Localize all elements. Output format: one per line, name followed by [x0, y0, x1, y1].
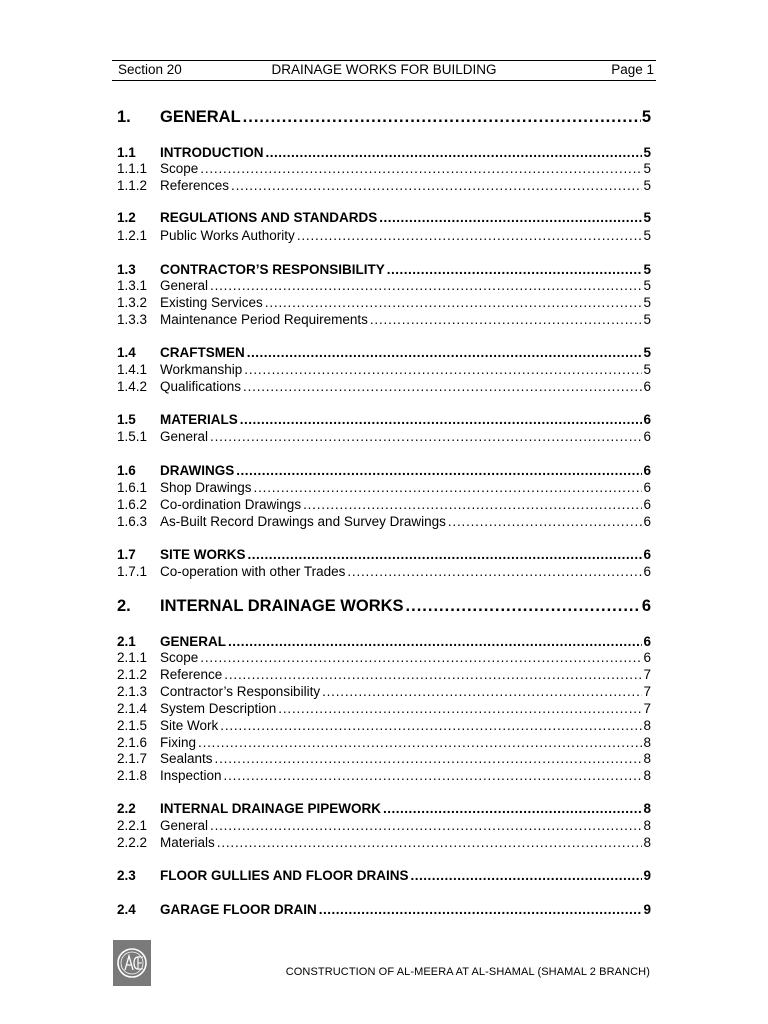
toc-subsection-entry [117, 480, 651, 497]
toc-entry-title: Scope [160, 161, 199, 176]
toc-entry-number: 2.1.5 [117, 718, 148, 733]
toc-subsection-entry [117, 735, 651, 752]
toc-entry-page: 5 [643, 210, 651, 225]
toc-entry-number: 1.7 [117, 547, 136, 562]
toc-dot-leader [231, 178, 642, 193]
toc-entry-page: 8 [643, 801, 651, 816]
toc-entry-page: 5 [643, 228, 651, 243]
toc-entry-page: 6 [643, 379, 651, 394]
toc-entry-title: References [160, 178, 230, 193]
toc-entry-page: 6 [643, 514, 651, 529]
page-header [112, 60, 656, 81]
toc-dot-leader [200, 161, 642, 176]
toc-dot-leader [217, 835, 643, 850]
toc-dot-leader [370, 312, 643, 327]
toc-entry-page: 5 [643, 278, 651, 293]
toc-section-entry [117, 634, 651, 651]
toc-section-entry [117, 345, 651, 362]
toc-entry-number: 1. [117, 108, 131, 126]
toc-subsection-entry [117, 429, 651, 446]
toc-entry-page: 6 [643, 497, 651, 512]
toc-entry-page: 8 [643, 735, 651, 750]
toc-entry-number: 1.3.1 [117, 278, 148, 293]
toc-dot-leader [243, 108, 641, 127]
toc-entry-page: 5 [643, 345, 651, 360]
toc-subsection-entry [117, 497, 651, 514]
toc-entry-page: 6 [643, 429, 651, 444]
toc-entry-number: 2.1.7 [117, 751, 148, 766]
toc-entry-title: General [160, 278, 209, 293]
toc-dot-leader [303, 497, 642, 512]
toc-dot-leader [322, 684, 642, 699]
toc-subsection-entry [117, 161, 651, 178]
toc-entry-page: 7 [643, 701, 651, 716]
toc-entry-title: INTERNAL DRAINAGE WORKS [160, 597, 404, 615]
toc-entry-page: 5 [643, 161, 651, 176]
toc-entry-title: Site Work [160, 718, 219, 733]
toc-entry-title: MATERIALS [160, 412, 238, 427]
toc-entry-page: 8 [643, 768, 651, 783]
toc-dot-leader [297, 228, 643, 243]
toc-entry-page: 6 [643, 412, 651, 427]
toc-section-entry [117, 801, 651, 818]
toc-entry-number: 2.4 [117, 902, 136, 917]
toc-entry-number: 1.3.2 [117, 295, 148, 310]
toc-dot-leader [347, 564, 642, 579]
toc-dot-leader [243, 379, 642, 394]
toc-entry-page: 6 [643, 480, 651, 495]
toc-entry-title: As-Built Record Drawings and Survey Drawings [160, 514, 446, 529]
toc-entry-number: 1.6.1 [117, 480, 148, 495]
toc-entry-number: 2.2.1 [117, 818, 148, 833]
toc-entry-title: General [160, 429, 209, 444]
toc-entry-page: 8 [643, 818, 651, 833]
toc-subsection-entry [117, 684, 651, 701]
toc-dot-leader [215, 751, 643, 766]
toc-entry-number: 2.1.1 [117, 650, 148, 665]
toc-entry-page: 5 [643, 312, 651, 327]
toc-entry-page: 5 [643, 262, 651, 277]
toc-entry-title: CONTRACTOR’S RESPONSIBILITY [160, 262, 385, 277]
toc-entry-title: Reference [160, 667, 223, 682]
toc-entry-number: 2.1.3 [117, 684, 148, 699]
toc-section-entry [117, 145, 651, 162]
toc-section-entry [117, 902, 651, 919]
toc-dot-leader [224, 768, 643, 783]
toc-subsection-entry [117, 835, 651, 852]
header-section: Section 20 [118, 62, 182, 77]
toc-section-entry [117, 210, 651, 227]
toc-chapter-entry [117, 597, 651, 619]
toc-entry-title: Fixing [160, 735, 197, 750]
toc-entry-number: 1.5 [117, 412, 136, 427]
toc-entry-title: Scope [160, 650, 199, 665]
toc-entry-page: 9 [643, 868, 651, 883]
toc-entry-number: 1.4.1 [117, 362, 148, 377]
toc-entry-number: 2.1.6 [117, 735, 148, 750]
toc-entry-page: 6 [641, 597, 651, 615]
toc-subsection-entry [117, 228, 651, 245]
toc-entry-page: 6 [643, 564, 651, 579]
toc-dot-leader [210, 429, 642, 444]
toc-entry-page: 5 [641, 108, 651, 126]
toc-entry-number: 1.2.1 [117, 228, 148, 243]
header-page-number: Page 1 [611, 62, 654, 77]
toc-subsection-entry [117, 768, 651, 785]
toc-dot-leader [200, 650, 642, 665]
toc-entry-number: 2.1.8 [117, 768, 148, 783]
toc-entry-title: System Description [160, 701, 277, 716]
toc-entry-number: 1.6.3 [117, 514, 148, 529]
toc-entry-page: 5 [643, 295, 651, 310]
toc-dot-leader [210, 818, 642, 833]
toc-subsection-entry [117, 701, 651, 718]
toc-entry-title: FLOOR GULLIES AND FLOOR DRAINS [160, 868, 409, 883]
toc-entry-number: 2.1.4 [117, 701, 148, 716]
toc-dot-leader [411, 868, 643, 883]
toc-subsection-entry [117, 564, 651, 581]
toc-subsection-entry [117, 379, 651, 396]
toc-entry-number: 2.2 [117, 801, 136, 816]
toc-entry-title: Qualifications [160, 379, 242, 394]
toc-section-entry [117, 463, 651, 480]
toc-entry-title: CRAFTSMEN [160, 345, 245, 360]
toc-dot-leader [228, 634, 642, 649]
toc-dot-leader [266, 145, 643, 160]
toc-dot-leader [254, 480, 643, 495]
toc-dot-leader [210, 278, 642, 293]
toc-entry-number: 1.1.2 [117, 178, 148, 193]
toc-dot-leader [448, 514, 643, 529]
toc-entry-number: 1.7.1 [117, 564, 148, 579]
toc-entry-title: GARAGE FLOOR DRAIN [160, 902, 317, 917]
toc-entry-title: General [160, 818, 209, 833]
company-seal-logo-icon [113, 940, 151, 986]
toc-dot-leader [387, 262, 643, 277]
toc-entry-title: GENERAL [160, 634, 227, 649]
toc-entry-title: REGULATIONS AND STANDARDS [160, 210, 378, 225]
toc-section-entry [117, 868, 651, 885]
toc-subsection-entry [117, 818, 651, 835]
toc-entry-page: 6 [643, 650, 651, 665]
toc-entry-title: INTRODUCTION [160, 145, 264, 160]
toc-entry-page: 6 [643, 463, 651, 478]
toc-entry-number: 1.4.2 [117, 379, 148, 394]
toc-entry-title: Materials [160, 835, 215, 850]
toc-dot-leader [248, 547, 643, 562]
toc-dot-leader [383, 801, 642, 816]
toc-entry-title: Contractor’s Responsibility [160, 684, 321, 699]
toc-entry-page: 7 [643, 667, 651, 682]
toc-entry-title: Workmanship [160, 362, 243, 377]
toc-dot-leader [247, 345, 643, 360]
toc-entry-number: 1.2 [117, 210, 136, 225]
toc-subsection-entry [117, 362, 651, 379]
toc-dot-leader [224, 667, 642, 682]
toc-entry-page: 7 [643, 684, 651, 699]
toc-subsection-entry [117, 751, 651, 768]
toc-chapter-entry [117, 108, 651, 130]
toc-entry-number: 2.1 [117, 634, 136, 649]
toc-dot-leader [220, 718, 642, 733]
toc-dot-leader [236, 463, 642, 478]
toc-entry-number: 1.6 [117, 463, 136, 478]
toc-entry-number: 1.1 [117, 145, 136, 160]
toc-subsection-entry [117, 667, 651, 684]
toc-entry-title: Sealants [160, 751, 213, 766]
toc-entry-number: 1.3 [117, 262, 136, 277]
toc-entry-number: 1.4 [117, 345, 136, 360]
header-title: DRAINAGE WORKS FOR BUILDING [271, 62, 497, 77]
toc-subsection-entry [117, 514, 651, 531]
toc-entry-title: DRAWINGS [160, 463, 235, 478]
toc-entry-title: Existing Services [160, 295, 263, 310]
toc-entry-page: 6 [643, 634, 651, 649]
toc-entry-title: Co-operation with other Trades [160, 564, 346, 579]
toc-dot-leader [406, 597, 641, 616]
toc-entry-number: 1.3.3 [117, 312, 148, 327]
toc-entry-title: Co-ordination Drawings [160, 497, 302, 512]
toc-entry-page: 8 [643, 718, 651, 733]
toc-subsection-entry [117, 295, 651, 312]
toc-entry-number: 1.1.1 [117, 161, 148, 176]
toc-entry-number: 1.5.1 [117, 429, 148, 444]
toc-entry-title: SITE WORKS [160, 547, 246, 562]
toc-entry-title: Maintenance Period Requirements [160, 312, 368, 327]
toc-entry-page: 8 [643, 751, 651, 766]
toc-dot-leader [240, 412, 643, 427]
toc-entry-page: 5 [643, 145, 651, 160]
toc-subsection-entry [117, 650, 651, 667]
toc-section-entry [117, 262, 651, 279]
toc-dot-leader [319, 902, 643, 917]
toc-entry-number: 2. [117, 597, 131, 615]
footer-project-title: CONSTRUCTION OF AL-MEERA AT AL-SHAMAL (SHAMAL 2 BRANCH) [285, 966, 650, 978]
toc-dot-leader [379, 210, 642, 225]
toc-entry-page: 8 [643, 835, 651, 850]
toc-dot-leader [278, 701, 642, 716]
toc-entry-page: 9 [643, 902, 651, 917]
toc-entry-title: INTERNAL DRAINAGE PIPEWORK [160, 801, 382, 816]
toc-entry-page: 5 [643, 362, 651, 377]
toc-dot-leader [198, 735, 642, 750]
toc-subsection-entry [117, 312, 651, 329]
toc-entry-number: 2.1.2 [117, 667, 148, 682]
toc-dot-leader [265, 295, 643, 310]
toc-subsection-entry [117, 178, 651, 195]
toc-entry-title: Shop Drawings [160, 480, 252, 495]
toc-entry-page: 5 [643, 178, 651, 193]
toc-entry-title: GENERAL [160, 108, 241, 126]
toc-entry-title: Public Works Authority [160, 228, 295, 243]
toc-entry-number: 1.6.2 [117, 497, 148, 512]
toc-section-entry [117, 547, 651, 564]
toc-dot-leader [244, 362, 642, 377]
toc-entry-page: 6 [643, 547, 651, 562]
toc-subsection-entry [117, 718, 651, 735]
toc-entry-number: 2.2.2 [117, 835, 148, 850]
toc-entry-title: Inspection [160, 768, 222, 783]
toc-entry-number: 2.3 [117, 868, 136, 883]
toc-section-entry [117, 412, 651, 429]
toc-subsection-entry [117, 278, 651, 295]
